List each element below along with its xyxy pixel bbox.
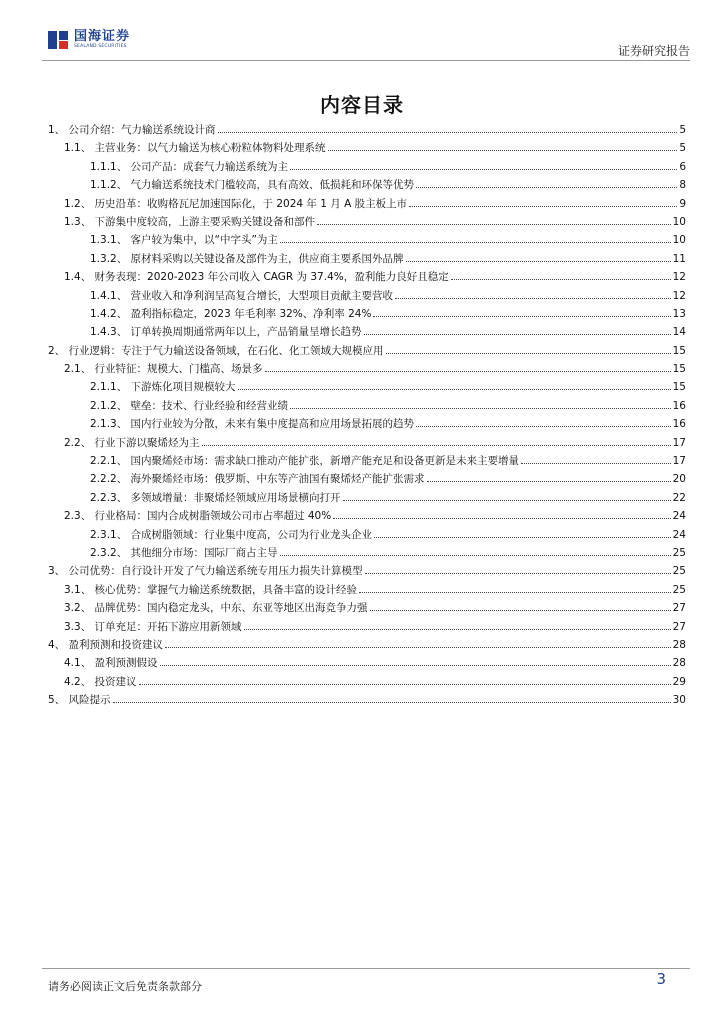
toc-entry-page: 20 [672,473,686,486]
toc-entry[interactable] [48,470,686,488]
toc-leader-dots [395,298,671,299]
toc-leader-dots [238,389,671,390]
toc-entry-title: 1.2、 历史沿革：收购格瓦尼加速国际化，于 2024 年 1 月 A 股主板上市 [64,197,408,210]
toc-entry[interactable] [48,158,686,176]
report-type-label: 证券研究报告 [617,44,690,58]
toc-entry-page: 10 [672,234,686,247]
toc-entry[interactable] [48,599,686,617]
page-title: 内容目录 [320,93,404,117]
toc-entry[interactable] [48,378,686,396]
toc-entry-page: 5 [679,142,686,155]
toc-entry-page: 11 [672,252,686,265]
toc-entry-page: 17 [672,455,686,468]
toc-entry-page: 10 [672,215,686,228]
toc-entry-title: 1、 公司介绍：气力输送系统设计商 [48,124,216,136]
toc-entry[interactable] [48,562,686,580]
toc-entry-page: 9 [679,197,686,210]
toc-entry-page: 24 [672,528,686,541]
toc-entry[interactable] [48,176,686,194]
toc-leader-dots [409,206,677,207]
toc-entry[interactable] [48,121,686,139]
toc-leader-dots [365,573,671,574]
toc-entry-title: 2.1.3、 国内行业较为分散，未来有集中度提高和应用场景拓展的趋势 [90,418,415,431]
toc-entry-title: 3.1、 核心优势：掌握气力输送系统数据，具备丰富的设计经验 [64,583,358,596]
toc-entry-title: 1.4.2、 盈利指标稳定，2023 年毛利率 32%、净利率 24% [90,307,372,320]
toc-leader-dots [333,518,670,519]
toc-entry-page: 22 [672,491,686,504]
toc-entry[interactable] [48,342,686,360]
toc-entry[interactable] [48,654,686,672]
toc-leader-dots [521,463,671,464]
toc-entry[interactable] [48,526,686,544]
toc-entry[interactable] [48,195,686,213]
toc-leader-dots [386,353,671,354]
toc-entry-title: 1.3.2、 原材料采购以关键设备及部件为主，供应商主要系国外品牌 [90,252,404,265]
toc-entry-page: 15 [672,344,686,357]
toc-entry-title: 2、 行业逻辑：专注于气力输送设备领域，在石化、化工领域大规模应用 [48,344,384,357]
toc-entry-page: 12 [672,271,686,284]
logo-chinese-name: 国海证券 [74,29,131,45]
toc-leader-dots [244,629,671,630]
toc-leader-dots [451,279,671,280]
footer-disclaimer: 请务必阅读正文后免责条款部分 [48,980,202,993]
toc-leader-dots [160,665,671,666]
toc-entry-page: 13 [672,307,686,320]
page-header [0,0,724,66]
toc-entry[interactable] [48,507,686,525]
toc-entry-page: 8 [679,179,686,192]
toc-leader-dots [290,169,677,170]
toc-entry-title: 2.2.1、 国内聚烯烃市场：需求缺口推动产能扩张，新增产能充足和设备更新是未来主要增量 [90,455,520,468]
toc-leader-dots [364,334,671,335]
toc-entry[interactable] [48,489,686,507]
company-logo [48,27,130,53]
header-divider [42,60,690,61]
toc-leader-dots [113,702,671,703]
toc-entry[interactable] [48,673,686,691]
toc-leader-dots [202,445,671,446]
page-footer [0,960,724,1024]
toc-entry[interactable] [48,139,686,157]
toc-leader-dots [328,150,678,151]
toc-entry[interactable] [48,581,686,599]
toc-entry-page: 14 [672,326,686,339]
toc-entry-title: 1.1.1、 公司产品：成套气力输送系统为主 [90,160,289,173]
toc-entry-page: 24 [672,510,686,523]
toc-leader-dots [416,426,671,427]
toc-entry[interactable] [48,305,686,323]
toc-entry-page: 25 [672,583,686,596]
toc-entry-page: 15 [672,381,686,394]
toc-entry-page: 16 [672,399,686,412]
toc-entry-title: 2.2.3、 多领域增量：非聚烯烃领域应用场景横向打开 [90,491,341,504]
toc-entry-page: 16 [672,418,686,431]
toc-entry-page: 6 [679,160,686,173]
toc-entry-page: 27 [672,602,686,615]
toc-entry-page: 17 [672,436,686,449]
toc-leader-dots [406,261,671,262]
toc-entry-page: 5 [679,124,686,136]
toc-leader-dots [139,684,671,685]
toc-entry-title: 2.3.1、 合成树脂领域：行业集中度高，公司为行业龙头企业 [90,528,373,541]
page-number: 3 [656,970,666,988]
toc-entry-title: 3.3、 订单充足：开拓下游应用新领域 [64,620,242,633]
toc-entry-page: 29 [672,675,686,688]
toc-entry-title: 1.3.1、 客户较为集中，以“中字头”为主 [90,234,278,247]
toc-entry-title: 2.1.2、 壁垒：技术、行业经验和经营业绩 [90,399,289,412]
toc-leader-dots [218,132,678,133]
toc-entry[interactable] [48,415,686,433]
toc-entry-page: 28 [672,657,686,670]
toc-entry-page: 30 [672,694,686,707]
toc-leader-dots [165,647,671,648]
toc-leader-dots [370,610,671,611]
toc-entry-title: 4.1、 盈利预测假设 [64,657,158,670]
toc-entry[interactable] [48,636,686,654]
toc-leader-dots [280,242,671,243]
toc-leader-dots [373,316,670,317]
toc-entry-title: 1.4.3、 订单转换周期通常两年以上，产品销量呈增长趋势 [90,326,362,339]
toc-entry[interactable] [48,287,686,305]
toc-entry-title: 4.2、 投资建议 [64,675,137,688]
toc-entry-title: 4、 盈利预测和投资建议 [48,638,164,651]
logo-english-name: SEALAND SECURITIES [74,44,127,50]
toc-entry[interactable] [48,323,686,341]
footer-divider [42,968,690,969]
table-of-contents [48,121,686,710]
toc-entry-page: 28 [672,638,686,651]
toc-entry-page: 15 [672,363,686,376]
toc-entry[interactable] [48,250,686,268]
toc-entry-page: 25 [672,565,686,578]
toc-entry-page: 27 [672,620,686,633]
toc-leader-dots [317,224,671,225]
toc-entry[interactable] [48,268,686,286]
toc-entry[interactable] [48,544,686,562]
toc-leader-dots [427,481,671,482]
toc-entry[interactable] [48,213,686,231]
toc-entry-title: 5、 风险提示 [48,694,111,707]
toc-entry-title: 2.3、 行业格局：国内合成树脂领域公司市占率超过 40% [64,510,332,523]
toc-entry[interactable] [48,691,686,709]
toc-entry-page: 12 [672,289,686,302]
toc-entry-title: 3、 公司优势：自行设计开发了气力输送系统专用压力损失计算模型 [48,565,363,578]
toc-entry[interactable] [48,452,686,470]
toc-entry-title: 1.3、 下游集中度较高，上游主要采购关键设备和部件 [64,215,316,228]
toc-leader-dots [416,187,677,188]
toc-leader-dots [343,500,671,501]
toc-leader-dots [359,592,671,593]
toc-entry-title: 3.2、 品牌优势：国内稳定龙头，中东、东亚等地区出海竞争力强 [64,602,368,615]
toc-entry-title: 1.1、 主营业务：以气力输送为核心粉粒体物料处理系统 [64,142,326,155]
toc-entry-title: 1.4、 财务表现：2020-2023 年公司收入 CAGR 为 37.4%，盈利能力良好且稳定 [64,271,449,284]
toc-leader-dots [374,537,671,538]
toc-leader-dots [280,555,671,556]
toc-entry-page: 25 [672,546,686,559]
toc-leader-dots [290,408,671,409]
toc-entry-title: 2.1.1、 下游炼化项目规模较大 [90,381,236,394]
toc-entry-title: 2.3.2、 其他细分市场：国际厂商占主导 [90,546,278,559]
toc-entry[interactable] [48,618,686,636]
toc-entry-title: 1.4.1、 营业收入和净利润呈高复合增长，大型项目贡献主要营收 [90,289,394,302]
toc-entry-title: 2.2、 行业下游以聚烯烃为主 [64,436,200,449]
toc-entry[interactable] [48,434,686,452]
logo-mark-icon [48,29,70,51]
toc-entry[interactable] [48,397,686,415]
toc-entry[interactable] [48,360,686,378]
toc-entry-title: 1.1.2、 气力输送系统技术门槛较高，具有高效、低损耗和环保等优势 [90,179,415,192]
toc-entry-title: 2.1、 行业特征：规模大、门槛高、场景多 [64,363,263,376]
toc-leader-dots [265,371,671,372]
toc-entry-title: 2.2.2、 海外聚烯烃市场：俄罗斯、中东等产油国有聚烯烃产能扩张需求 [90,473,425,486]
toc-entry[interactable] [48,231,686,249]
